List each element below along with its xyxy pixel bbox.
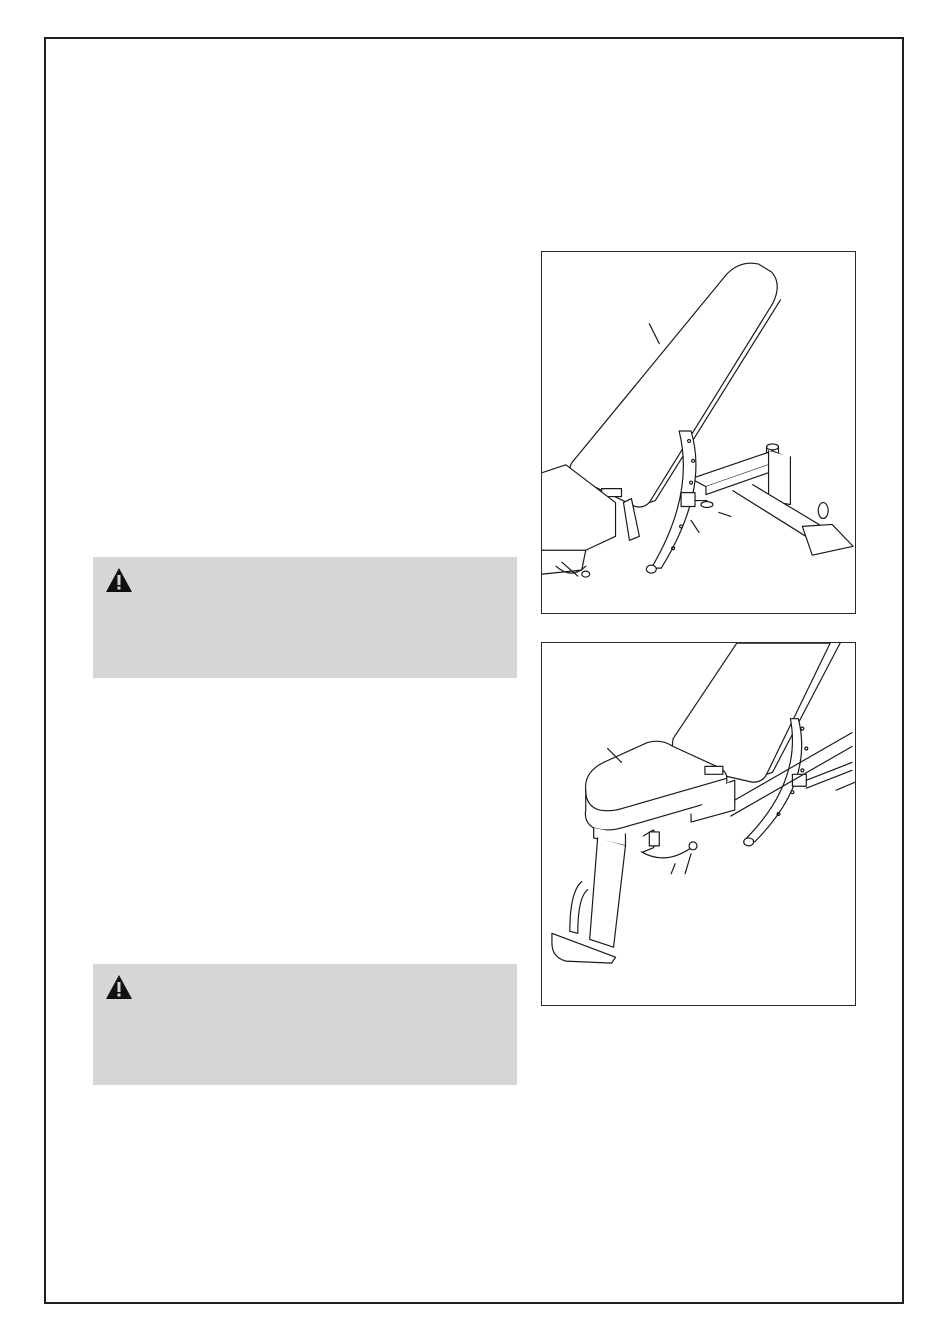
- backrest-adjustment-illustration: [541, 251, 856, 614]
- warning-box-2: [93, 964, 517, 1085]
- warning-triangle-icon: [105, 974, 133, 1000]
- seat-adjustment-illustration: [541, 642, 856, 1006]
- warning-triangle-icon: [105, 567, 133, 593]
- warning-box-1: [93, 557, 517, 678]
